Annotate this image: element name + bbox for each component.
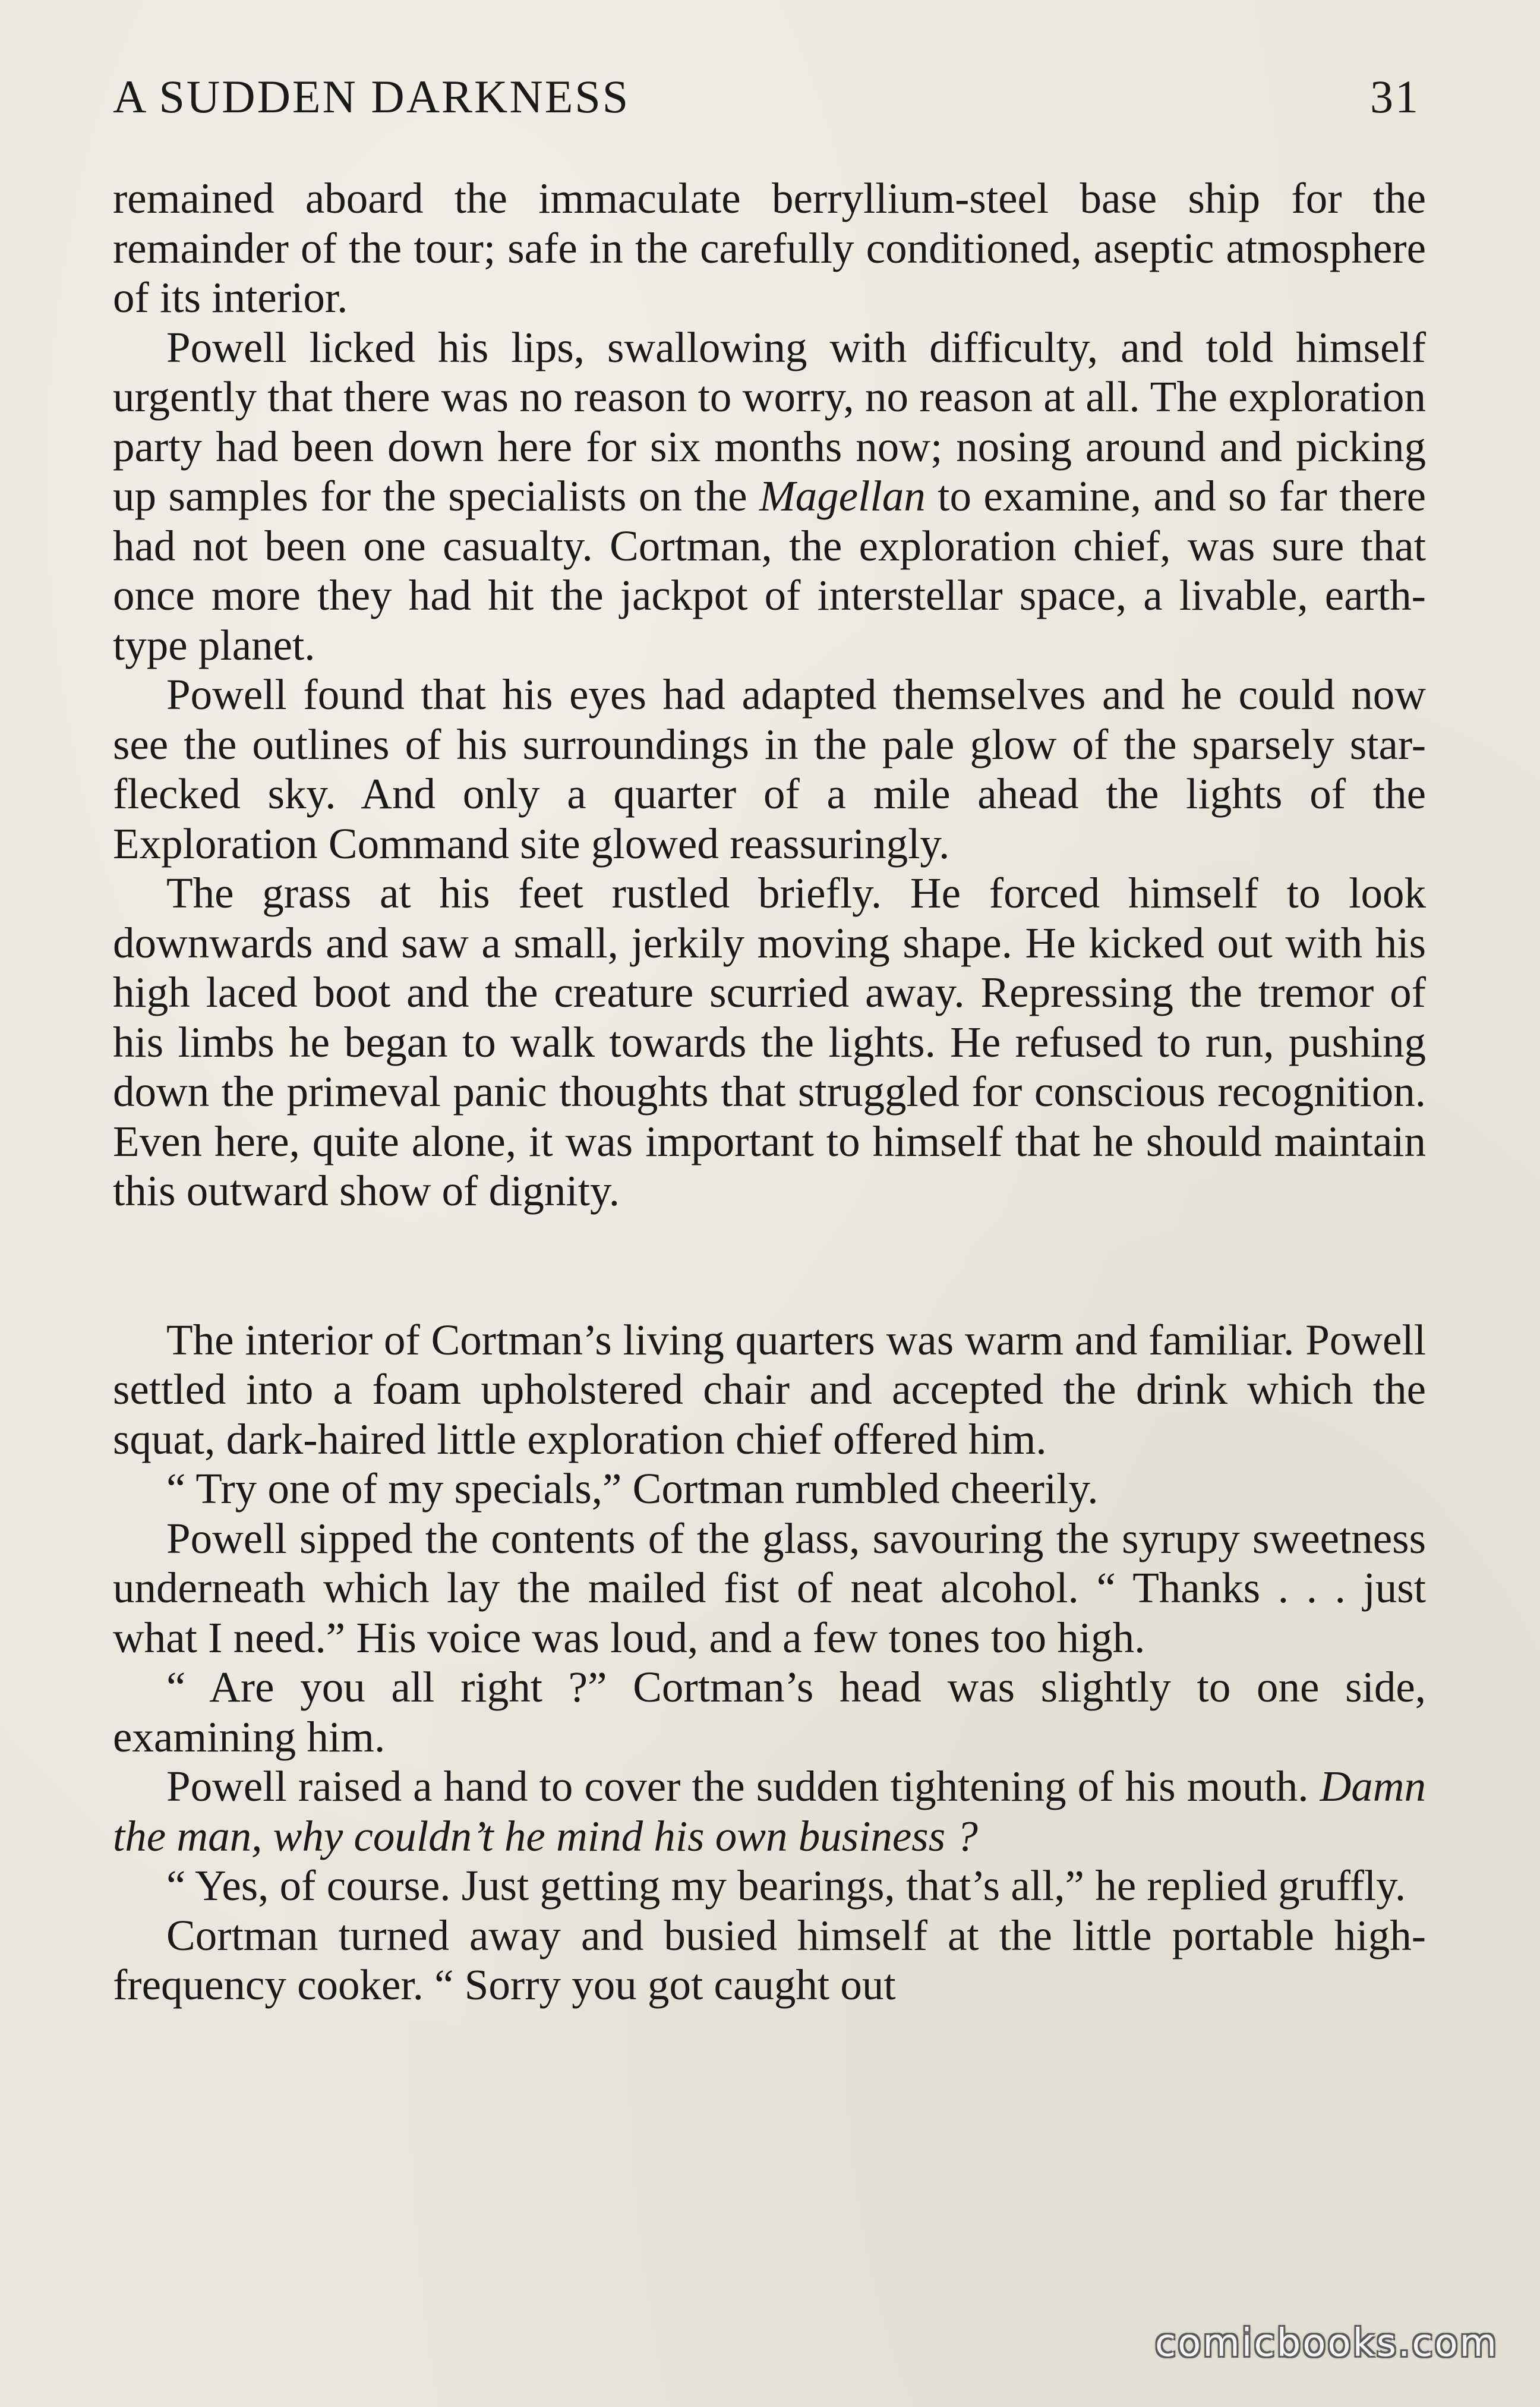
chapter-title: A SUDDEN DARKNESS <box>113 71 630 122</box>
inner-thought: Damn the man, why couldn’t he mind his own business ? <box>113 1762 1426 1860</box>
paragraph-7: Powell sipped the contents of the glass, savouring the syrupy sweetness underneath which lay the mailed fist of neat alcohol. “ Thanks . . . just what I need.” His voice was loud, and a few tones too high. <box>113 1514 1426 1662</box>
paragraph-4: The grass at his feet rustled briefly. He forced himself to look downwards and saw a small, jerkily moving shape. He kicked out with his high laced boot and the creature scurried away. Repressing the tremor of his limbs he began to walk towards the lights. He refused to run, pushing down the primeval panic thoughts that struggled for conscious recognition. Even here, quite alone, it was important to himself that he should maintain this outward show of dignity. <box>113 869 1426 1215</box>
paragraph-10: “ Yes, of course. Just getting my bearings, that’s all,” he replied gruffly. <box>166 1861 1406 1910</box>
ship-name: Magellan <box>759 472 926 520</box>
running-head <box>113 70 1420 136</box>
page-number: 31 <box>1370 71 1420 122</box>
paragraph-1: remained aboard the immaculate berryllium-steel base ship for the remainder of the tour; safe in the carefully conditioned, aseptic atmosphere of its interior. <box>113 174 1426 322</box>
paragraph-3: Powell found that his eyes had adapted themselves and he could now see the outlines of his surroundings in the pale glow of the sparsely star-flecked sky. And only a quarter of a mile ahead the lights of the Exploration Command site glowed reassuringly. <box>113 670 1426 868</box>
paragraph-11: Cortman turned away and busied himself at the little portable high-frequency cooker. “ Sorry you got caught out <box>113 1911 1426 2009</box>
paragraph-9: Powell raised a hand to cover the sudden tightening of his mouth. Damn the man, why couldn’t he mind his own business ? <box>113 1762 1426 1860</box>
paragraph-5: The interior of Cortman’s living quarters was warm and familiar. Powell settled into a foam upholstered chair and accepted the drink which the squat, dark-haired little exploration chief offered him. <box>113 1315 1426 1463</box>
watermark: comicbooks.com <box>1154 2321 1498 2365</box>
paragraph-6: “ Try one of my specials,” Cortman rumbled cheerily. <box>166 1464 1099 1513</box>
paragraph-2: Powell licked his lips, swallowing with difficulty, and told himself urgently that there was no reason to worry, no reason at all. The exploration party had been down here for six months now; nosing around and picking up samples for the specialists on the Magellan to examine, and so far there had not been one casualty. Cortman, the exploration chief, was sure that once more they had hit the jackpot of interstellar space, a livable, earth-type planet. <box>113 323 1426 669</box>
body-text <box>113 174 1426 2010</box>
paragraph-8: “ Are you all right ?” Cortman’s head was slightly to one side, examining him. <box>113 1663 1426 1761</box>
